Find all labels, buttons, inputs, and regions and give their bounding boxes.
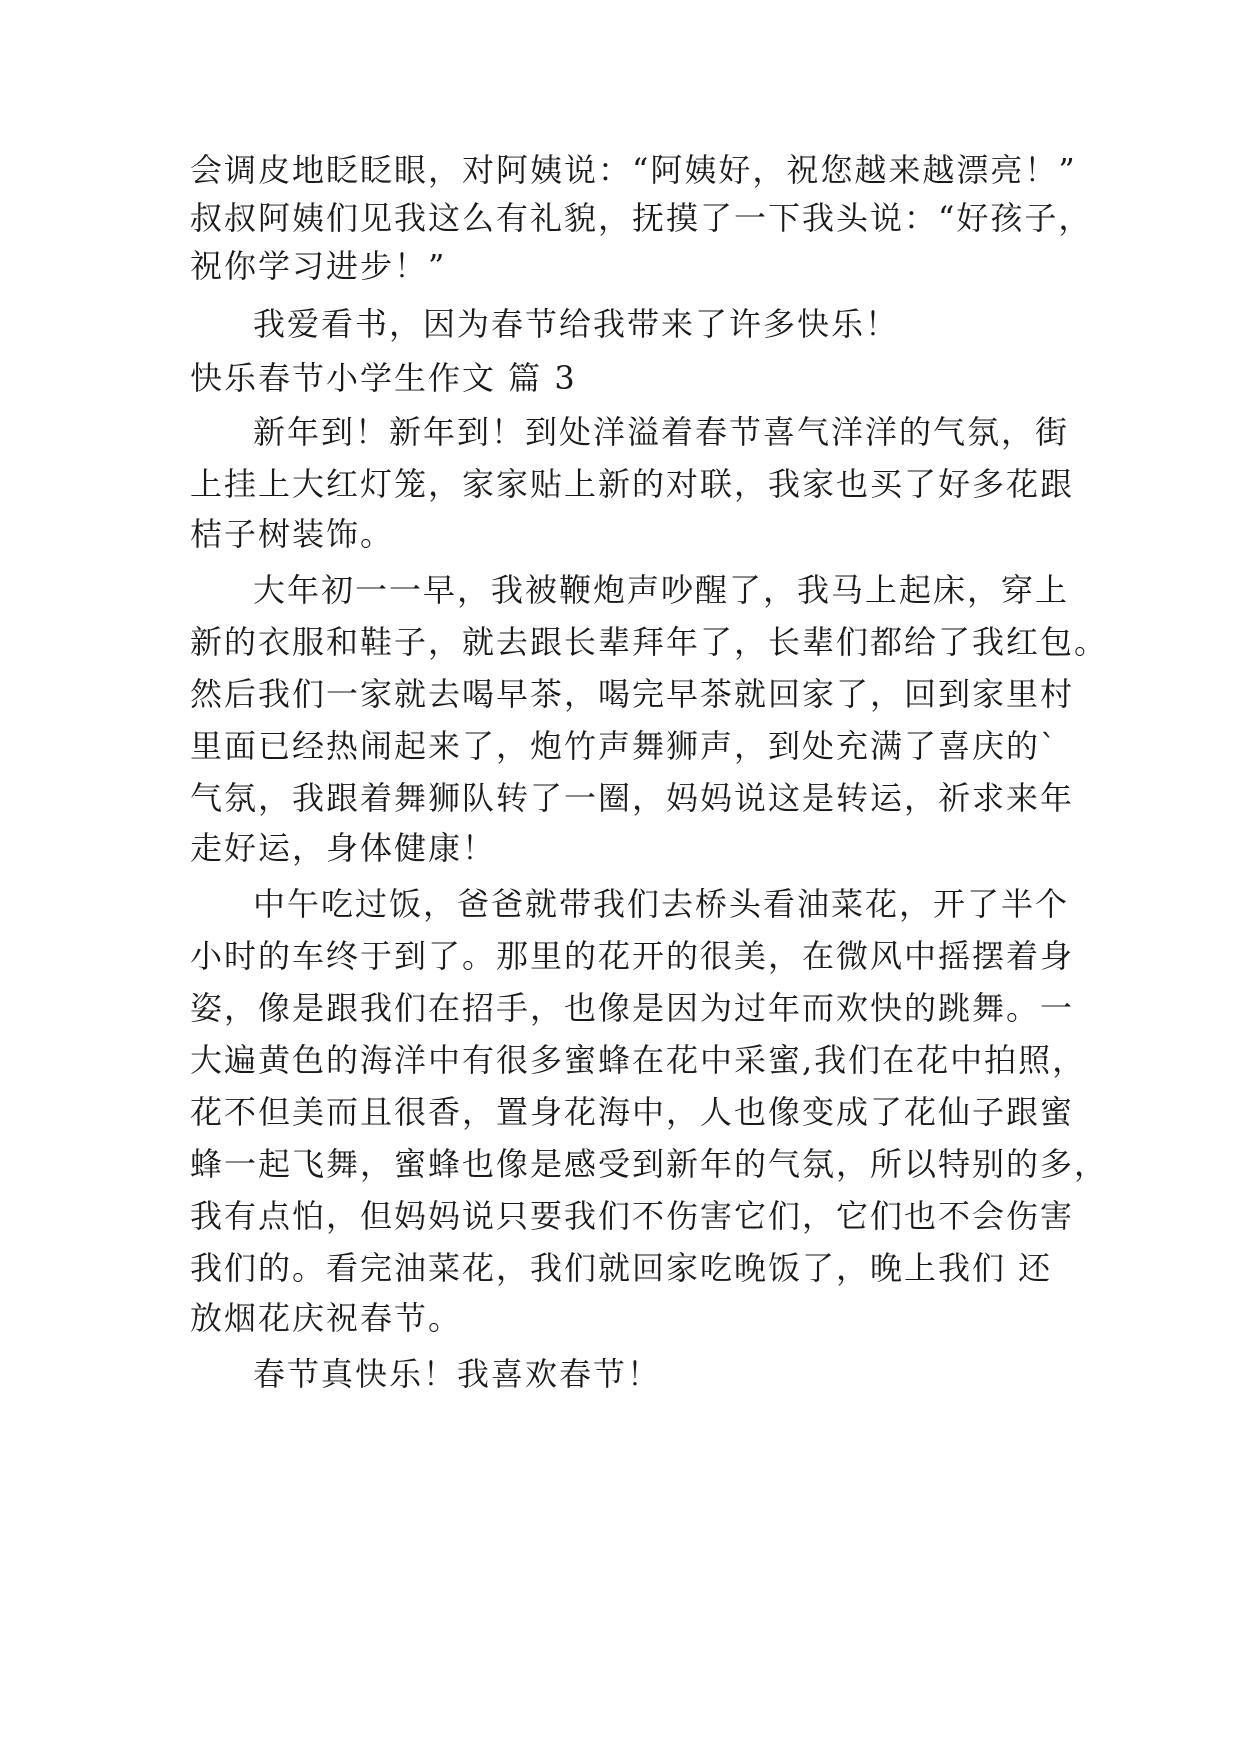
text-line: 放烟花庆祝春节。 [190,1299,463,1337]
text-line: 小时的车终于到了。那里的花开的很美，在微风中摇摆着身 [190,937,1075,975]
text-line: 姿，像是跟我们在招手，也像是因为过年而欢快的跳舞。一 [190,989,1075,1027]
text-line: 新的衣服和鞋子，就去跟长辈拜年了，长辈们都给了我红包。 [190,623,1109,661]
closing-line: 我爱看书，因为春节给我带来了许多快乐！ [253,305,900,343]
text-line: 花不但美而且很香，置身花海中，人也像变成了花仙子跟蜜 [190,1093,1075,1131]
text-line: 然后我们一家就去喝早茶，喝完早茶就回家了，回到家里村 [190,675,1075,713]
text-line: 蜂一起飞舞，蜜蜂也像是感受到新年的气氛，所以特别的多， [190,1145,1109,1183]
text-line: 祝你学习进步！” [190,247,447,285]
text-line: 春节真快乐！我喜欢春节！ [253,1355,662,1393]
text-line: 我们的。看完油菜花，我们就回家吃晚饭了，晚上我们 还 [190,1249,1053,1287]
text-line: 我有点怕，但妈妈说只要我们不伤害它们，它们也不会伤害 [190,1197,1075,1235]
text-line: 里面已经热闹起来了，炮竹声舞狮声，到处充满了喜庆的` [190,727,1059,765]
text-line: 气氛，我跟着舞狮队转了一圈，妈妈说这是转运，祈求来年 [190,779,1075,817]
essay-title: 快乐春节小学生作文 篇 3 [190,359,577,397]
text-line: 大年初一一早，我被鞭炮声吵醒了，我马上起床，穿上 [253,571,1070,609]
text-line: 大遍黄色的海洋中有很多蜜蜂在花中采蜜,我们在花中拍照， [190,1041,1087,1079]
text-line: 走好运，身体健康！ [190,829,497,867]
text-line: 新年到！新年到！到处洋溢着春节喜气洋洋的气氛，街 [253,413,1070,451]
text-line: 桔子树装饰。 [190,515,395,553]
text-line: 会调皮地眨眨眼，对阿姨说：“阿姨好，祝您越来越漂亮！” [190,151,1077,189]
text-line: 叔叔阿姨们见我这么有礼貌，抚摸了一下我头说：“好孩子， [190,199,1093,237]
text-line: 上挂上大红灯笼，家家贴上新的对联，我家也买了好多花跟 [190,465,1075,503]
text-line: 中午吃过饭，爸爸就带我们去桥头看油菜花，开了半个 [253,885,1070,923]
